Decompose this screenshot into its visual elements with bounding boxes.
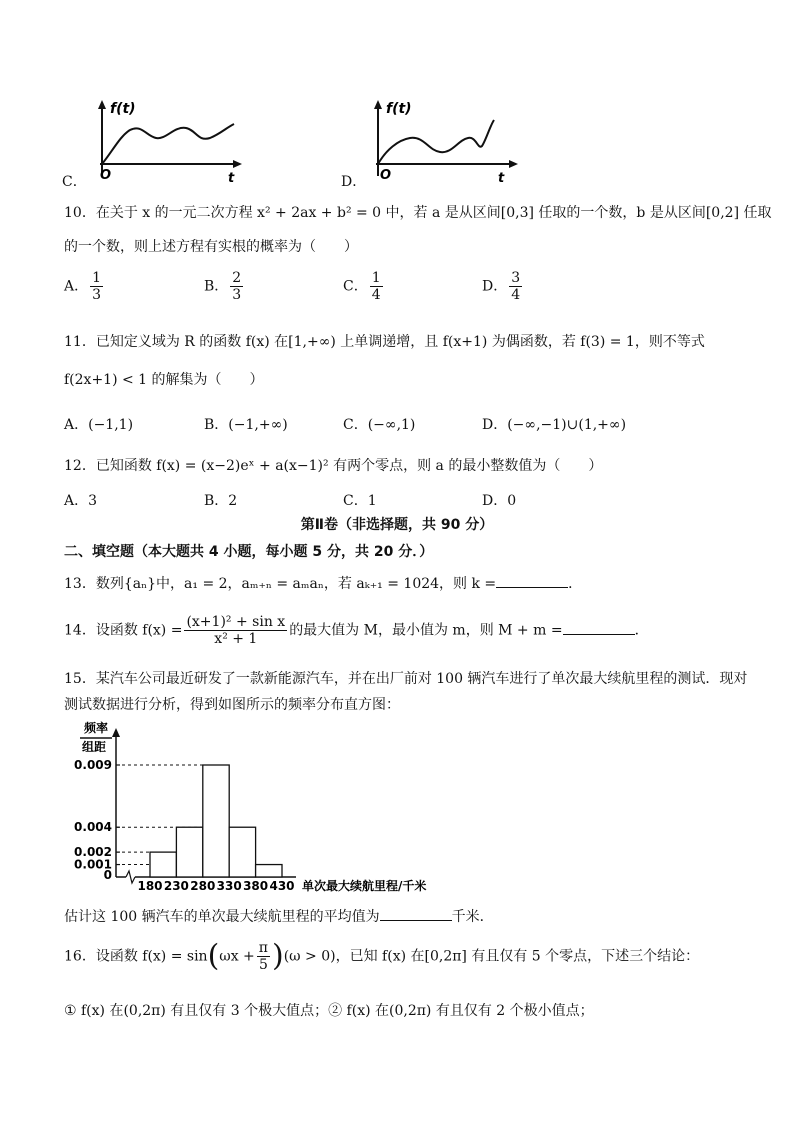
q16-prefix: 16．设函数 f(x) = sin (64, 948, 208, 965)
histogram-bar (256, 865, 282, 877)
histogram-y-tick-label: 0.001 (74, 857, 112, 872)
q12-option-a: A．3 (64, 493, 98, 509)
q15-line2: 测试数据进行分析，得到如图所示的频率分布直方图： (64, 697, 400, 713)
q15-line3b: 千米． (451, 909, 494, 925)
graph-d-ylabel: f(t) (386, 101, 412, 117)
graph-d-origin: O (380, 168, 392, 183)
q16-five: 5 (258, 957, 268, 973)
q15-line1: 15．某汽车公司最近研发了一款新能源汽车，并在出厂前对 100 辆汽车进行了单次最大续航里程的测试．现对 (64, 671, 748, 687)
q16-line2: ① f(x) 在(0,2π) 有且仅有 3 个极大值点；② f(x) 在(0,2π) 有且仅有 2 个极小值点； (64, 1003, 594, 1019)
histogram-xlabel: 单次最大续航里程/千米 (302, 879, 427, 893)
q14-answer-blank[interactable] (563, 620, 635, 635)
q13-text: 13．数列{aₙ}中，a₁ = 2，aₘ₊ₙ = aₘaₙ，若 aₖ₊₁ = 1024，则 k = (64, 576, 497, 592)
option-c-label: C． (62, 174, 87, 190)
q10-option-b (204, 270, 245, 303)
q14-numerator: (x+1)² + sin x (186, 614, 286, 630)
histogram-x-tick-label: 180 (137, 879, 163, 893)
q16-left-paren: ( (207, 938, 220, 974)
option-label: B． (204, 278, 229, 295)
option-numerator: 3 (511, 270, 521, 286)
q16-cond: (ω > 0)，已知 f(x) 在[0,2π] 有且仅有 5 个零点，下述三个结论： (283, 948, 700, 965)
q10-line1: 10．在关于 x 的一元二次方程 x² + 2ax + b² = 0 中，若 a 是从区间[0,3] 任取的一个数，b 是从区间[0,2] 任取 (64, 205, 772, 221)
graph-c-curve (102, 124, 234, 164)
graph-c-ylabel: f(t) (110, 101, 136, 117)
graph-c (86, 96, 246, 184)
histogram-x-tick-label: 430 (269, 879, 295, 893)
q14-end: ． (634, 622, 649, 639)
q15-line3a: 估计这 100 辆汽车的单次最大续航里程的平均值为 (64, 909, 380, 925)
option-label: D． (482, 278, 508, 295)
histogram-y-tick-label: 0.002 (74, 845, 112, 860)
graph-c-xlabel: t (228, 171, 235, 184)
q16-line1 (64, 940, 699, 973)
option-denominator: 4 (511, 287, 521, 303)
histogram-bar (203, 765, 229, 877)
q16-right-paren: ) (272, 938, 284, 974)
graph-c-origin: O (100, 168, 112, 183)
part2-title: 第Ⅱ卷（非选择题，共 90 分） (300, 517, 494, 533)
q14-denominator: x² + 1 (214, 631, 258, 647)
q16-inner: ωx + (219, 948, 255, 965)
q12-option-b: B．2 (204, 493, 238, 509)
option-denominator: 3 (232, 287, 242, 303)
q10-option-c (343, 270, 385, 303)
histogram-bar (176, 827, 202, 877)
histogram-y-tick-label: 0.004 (74, 820, 112, 835)
q11-option-b: B．(−1,+∞) (204, 417, 288, 433)
option-label: C． (343, 278, 368, 295)
histogram-x-tick-label: 280 (190, 879, 216, 893)
graph-d-x-arrow (509, 160, 518, 168)
q15-answer-blank[interactable] (380, 906, 452, 921)
graph-d-xlabel: t (498, 171, 505, 184)
q11-option-c: C．(−∞,1) (343, 417, 416, 433)
histogram-x-tick-label: 380 (243, 879, 269, 893)
option-denominator: 3 (92, 287, 102, 303)
histogram-x-tick-label: 330 (216, 879, 242, 893)
option-denominator: 4 (371, 287, 381, 303)
q12-option-d: D．0 (482, 493, 517, 509)
q12-line1: 12．已知函数 f(x) = (x−2)eˣ + a(x−1)² 有两个零点，则 a 的最小整数值为（ ） (64, 458, 603, 474)
option-label: A． (64, 278, 89, 295)
q14-suffix: 的最大值为 M，最小值为 m，则 M + m = (289, 622, 563, 639)
q13-answer-blank[interactable] (496, 573, 568, 588)
q11-line2: f(2x+1) < 1 的解集为（ ） (64, 372, 264, 388)
q10-option-d (482, 270, 524, 303)
q10-option-a (64, 270, 105, 303)
histogram-bar (229, 827, 255, 877)
q15-line3 (64, 906, 494, 926)
section2-title: 二、填空题（本大题共 4 小题，每小题 5 分，共 20 分．） (64, 544, 434, 560)
histogram-x-tick-label: 230 (163, 879, 189, 893)
q11-line1: 11．已知定义域为 R 的函数 f(x) 在[1,+∞) 上单调递增，且 f(x+1) 为偶函数，若 f(3) = 1，则不等式 (64, 334, 705, 350)
graph-d-y-arrow (374, 100, 382, 109)
histogram-bar (150, 852, 176, 877)
q10-line2: 的一个数，则上述方程有实根的概率为（ ） (64, 239, 358, 255)
graph-d (362, 96, 522, 184)
q11-option-a: A．(−1,1) (64, 417, 134, 433)
histogram-y-tick-label: 0 (103, 868, 112, 882)
graph-d-curve (378, 120, 494, 164)
graph-c-x-arrow (233, 160, 242, 168)
option-numerator: 1 (371, 270, 381, 286)
graph-c-y-arrow (98, 100, 106, 109)
option-numerator: 1 (92, 270, 102, 286)
q11-option-d: D．(−∞,−1)∪(1,+∞) (482, 417, 627, 433)
q13-end: ． (568, 576, 583, 592)
histogram-axis-break (126, 871, 135, 883)
q14-prefix: 14．设函数 f(x) = (64, 622, 183, 639)
option-numerator: 2 (232, 270, 242, 286)
option-d-label: D． (341, 174, 367, 190)
histogram-y-arrow (112, 728, 120, 737)
q14 (64, 614, 649, 647)
histogram (70, 718, 470, 898)
q13 (64, 573, 582, 594)
histogram-ylabel-top: 频率 (84, 721, 109, 735)
q16-pi: π (258, 940, 268, 956)
histogram-y-tick-label: 0.009 (74, 758, 112, 772)
histogram-ylabel-bottom: 组距 (82, 740, 107, 754)
q12-option-c: C．1 (343, 493, 377, 509)
